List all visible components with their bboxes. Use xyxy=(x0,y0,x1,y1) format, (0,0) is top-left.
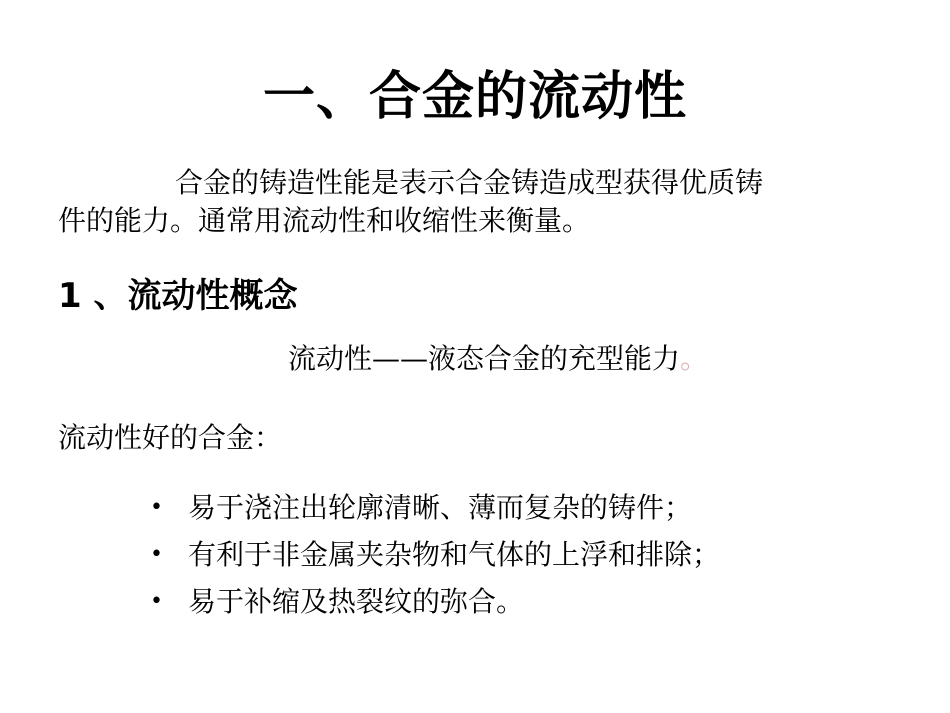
bullet-marker: • xyxy=(150,589,163,614)
bullet-text: 易于浇注出轮廓清晰、薄而复杂的铸件； xyxy=(188,491,693,524)
bullet-text: 易于补缩及热裂纹的弥合。 xyxy=(188,585,525,618)
fluidity-definition xyxy=(288,340,708,378)
bullet-marker: • xyxy=(150,542,163,567)
slide-title: 一、合金的流动性 xyxy=(262,67,687,127)
intro-line-1: 合金的铸造性能是表示合金铸造成型获得优质铸 xyxy=(175,166,764,199)
good-alloy-lead: 流动性好的合金： xyxy=(58,421,283,454)
definition-trailing-mark: 。 xyxy=(680,342,709,375)
bullet-text: 有利于非金属夹杂物和气体的上浮和排除； xyxy=(188,538,721,571)
section-heading: 1 、流动性概念 xyxy=(58,276,298,316)
intro-line-2: 件的能力。通常用流动性和收缩性来衡量。 xyxy=(58,204,591,237)
definition-text: 流动性——液态合金的充型能力 xyxy=(288,342,681,375)
bullet-marker: • xyxy=(150,495,163,520)
intro-paragraph xyxy=(58,164,858,240)
